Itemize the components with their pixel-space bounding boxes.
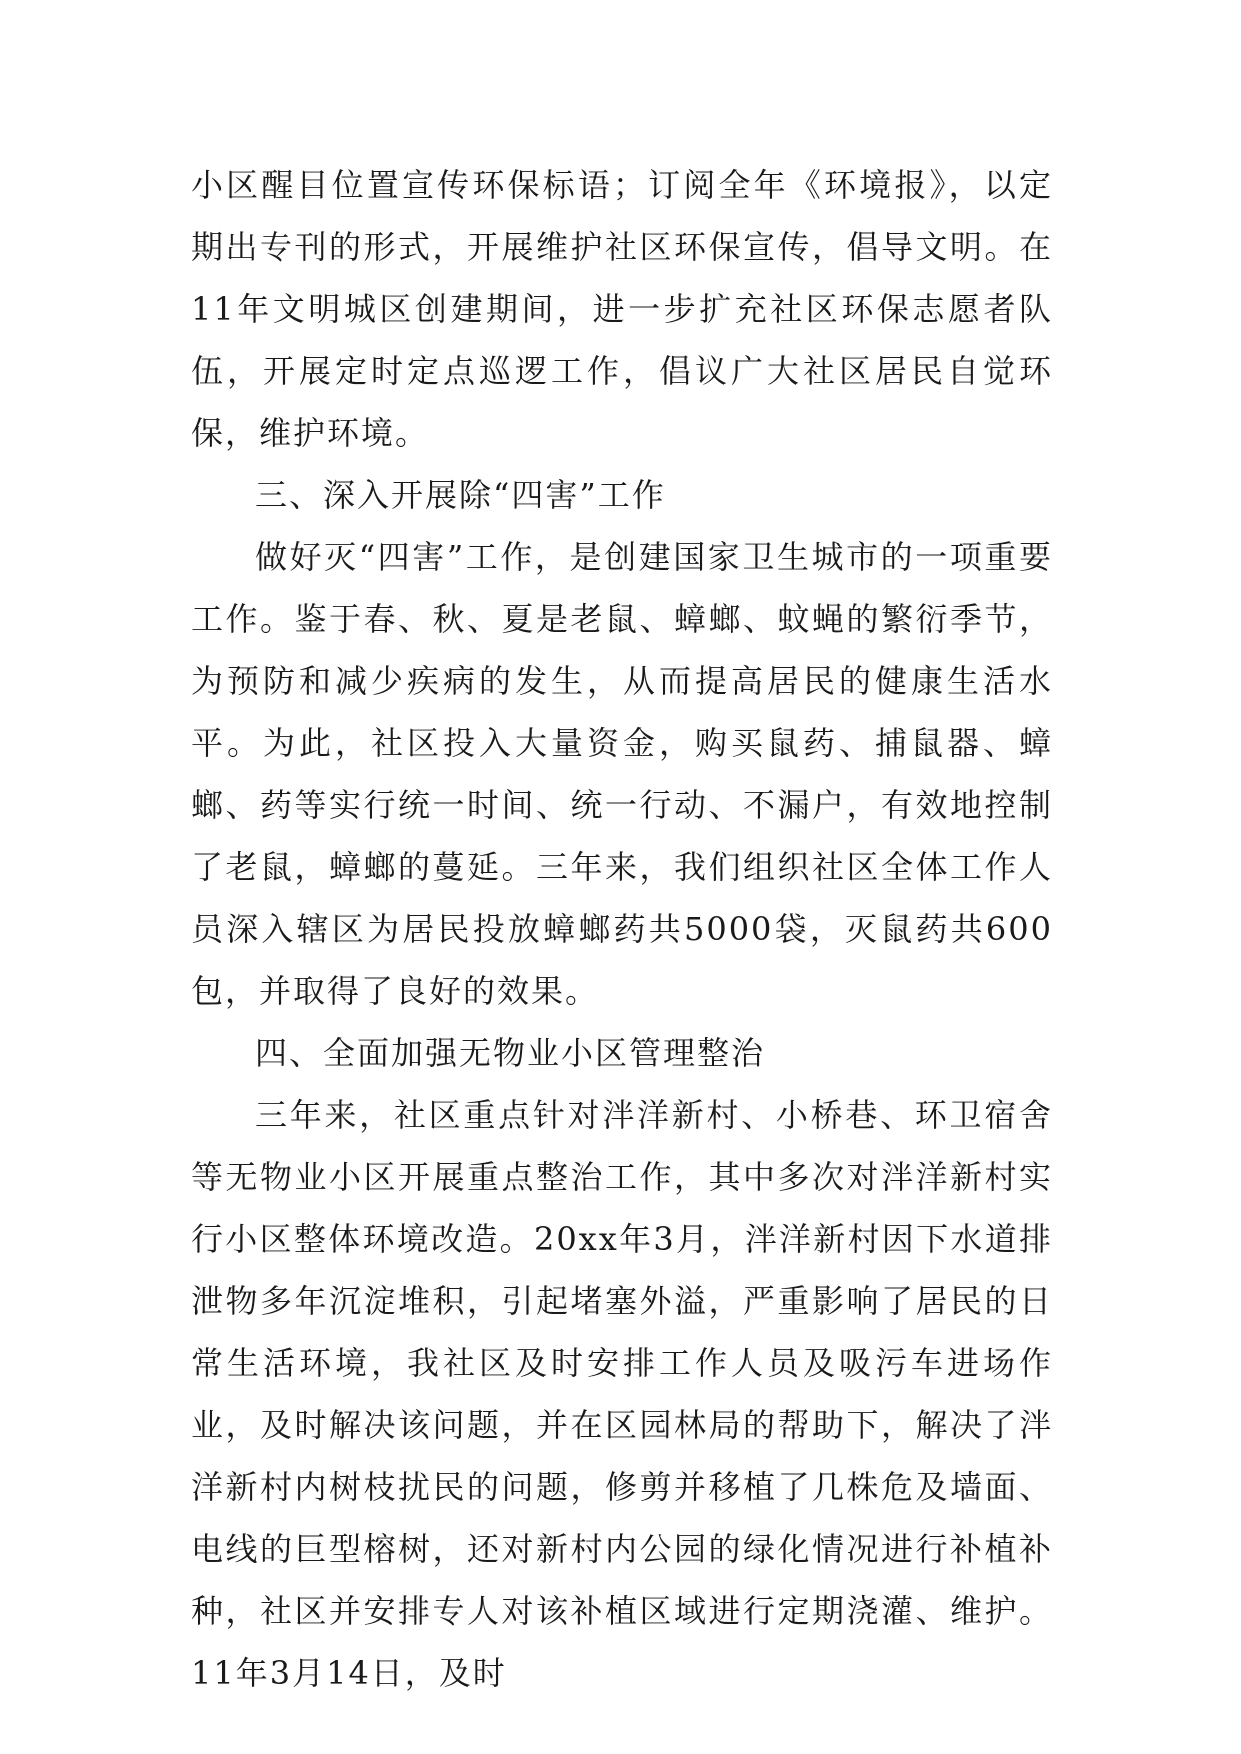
body-text: [191, 154, 1053, 1704]
paragraph-four-pests: 做好灭“四害”工作，是创建国家卫生城市的一项重要工作。鉴于春、秋、夏是老鼠、蟑螂、蚊蝇的繁衍季节，为预防和减少疾病的发生，从而提高居民的健康生活水平。为此，社区投入大量资金，购买鼠药、捕鼠器、蟑螂、药等实行统一时间、统一行动、不漏户，有效地控制了老鼠，蟑螂的蔓延。三年来，我们组织社区全体工作人员深入辖区为居民投放蟑螂药共5000袋，灭鼠药共600包，并取得了良好的效果。: [191, 538, 1053, 1010]
paragraph-unmanaged-communities: 三年来，社区重点针对泮洋新村、小桥巷、环卫宿舍等无物业小区开展重点整治工作，其中多次对泮洋新村实行小区整体环境改造。20xx年3月，泮洋新村因下水道排泄物多年沉淀堆积，引起堵塞外溢，严重影响了居民的日常生活环境，我社区及时安排工作人员及吸污车进场作业，及时解决该问题，并在区园林局的帮助下，解决了泮洋新村内树枝扰民的问题，修剪并移植了几株危及墙面、电线的巨型榕树，还对新村内公园的绿化情况进行补植补种，社区并安排专人对该补植区域进行定期浇灌、维护。11年3月14日，及时: [191, 1096, 1053, 1692]
paragraph-environmental-promotion: 小区醒目位置宣传环保标语；订阅全年《环境报》，以定期出专刊的形式，开展维护社区环保宣传，倡导文明。在11年文明城区创建期间，进一步扩充社区环保志愿者队伍，开展定时定点巡逻工作，倡议广大社区居民自觉环保，维护环境。: [191, 166, 1053, 452]
section-heading-unmanaged-communities: 四、全面加强无物业小区管理整治: [255, 1034, 766, 1072]
section-heading-four-pests: 三、深入开展除“四害”工作: [255, 476, 666, 514]
